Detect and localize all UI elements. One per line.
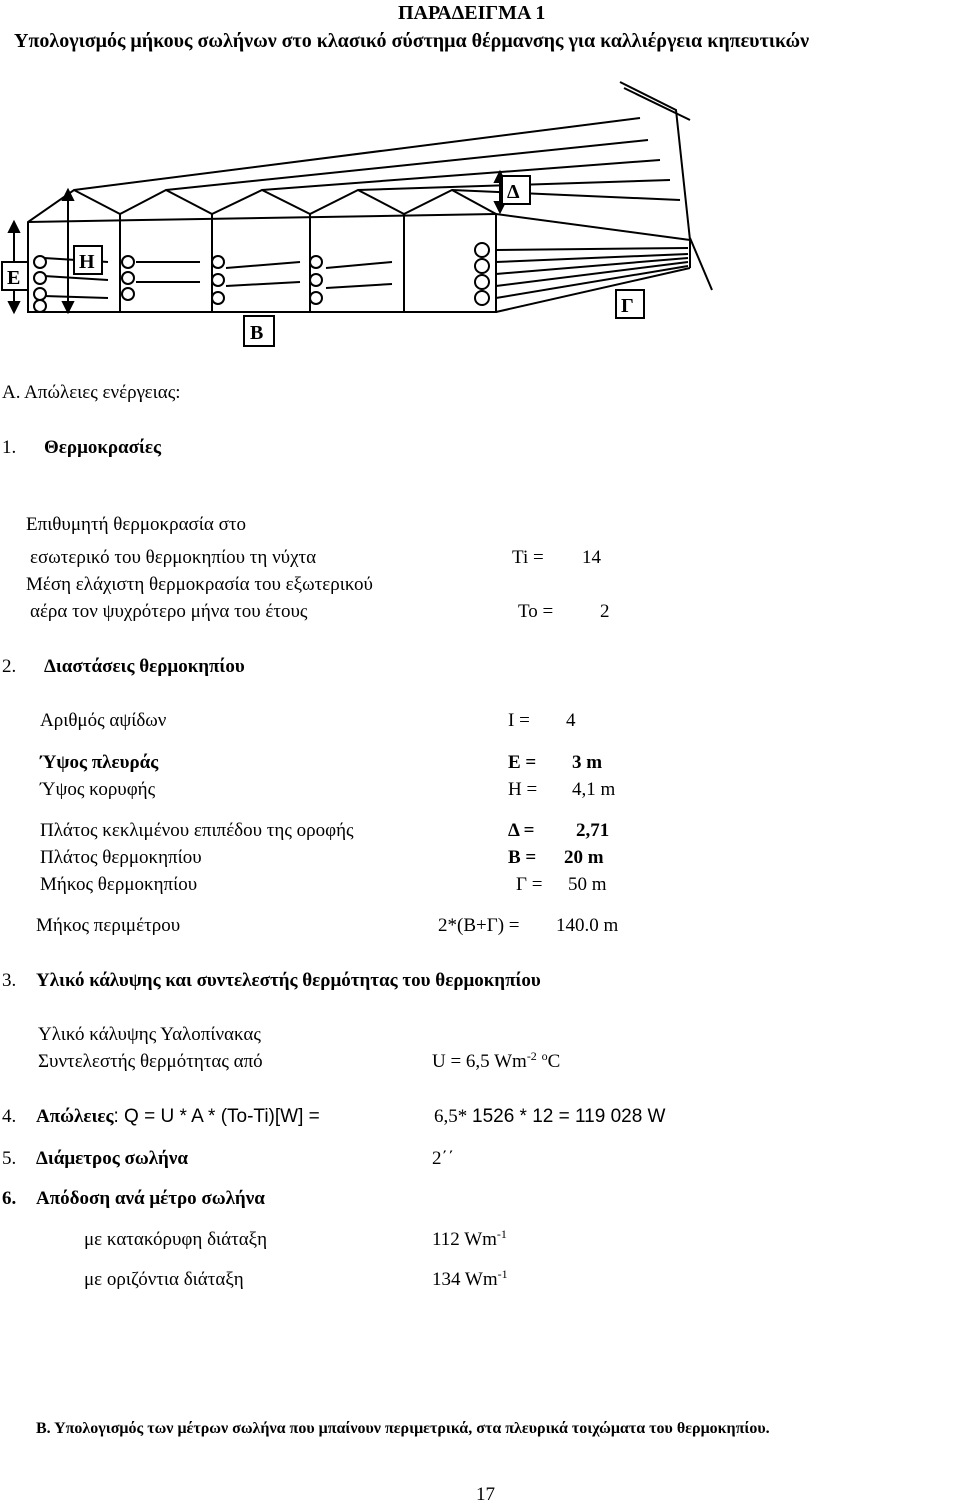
vertical-label: με κατακόρυφη διάταξη (84, 1229, 268, 1250)
s5-value: 2΄΄ (432, 1148, 455, 1169)
s4-line: Απώλειες: Q = U * A * (To-Ti)[W] = (36, 1106, 320, 1127)
s6-title: Απόδοση ανά μέτρο σωλήνα (36, 1188, 265, 1209)
ridge-line (262, 160, 660, 190)
page-number: 17 (476, 1484, 495, 1505)
label-g: Γ (621, 295, 634, 317)
dim-symbol: Η = (508, 779, 538, 800)
s5-num: 5. (2, 1148, 17, 1169)
s2-num: 2. (2, 656, 17, 677)
ti-label: Ti = (512, 547, 544, 568)
dim-value: 140.0 m (556, 915, 619, 936)
horizontal-value: 134 $Wm^{-1}$ (432, 1267, 508, 1290)
dim-label: Ύψος κορυφής (40, 779, 156, 800)
s1-line1: Επιθυμητή θερμοκρασία στο (26, 514, 246, 535)
dim-value: 4,1 m (572, 779, 616, 800)
dim-symbol: Δ = (508, 820, 535, 841)
page-subtitle: Υπολογισμός μήκους σωλήνων στο κλασικό σύστημα θέρμανσης για καλλιέργεια κηπευτικών (14, 30, 810, 52)
dim-value: 4 (566, 710, 576, 731)
s1-title: Θερμοκρασίες (44, 437, 162, 458)
s1-line2: εσωτερικό του θερμοκηπίου τη νύχτα (30, 547, 317, 568)
s4-result: 6,5* 1526 * 12 = 119 028 W (434, 1106, 666, 1127)
coef-label: Συντελεστής θερμότητας από (38, 1051, 263, 1072)
dim-symbol: I = (508, 710, 530, 731)
dim-value: 50 m (568, 874, 607, 895)
dim-symbol: Γ = (516, 874, 543, 895)
s3-title: Υλικό κάλυψης και συντελεστής θερμότητας του θερμοκηπίου (36, 970, 541, 991)
dim-label: Μήκος περιμέτρου (36, 915, 181, 936)
dim-label: Πλάτος θερμοκηπίου (40, 847, 202, 868)
s1-num: 1. (2, 437, 17, 458)
material: Υλικό κάλυψης Υαλοπίνακας (38, 1024, 261, 1045)
s5-title: Διάμετρος σωλήνα (36, 1148, 188, 1169)
dim-label: Ύψος πλευράς (40, 752, 159, 773)
horizontal-label: με οριζόντια διάταξη (84, 1269, 244, 1290)
ti-value: 14 (582, 547, 601, 568)
s1-line3: Μέση ελάχιστη θερμοκρασία του εξωτερικού (26, 574, 373, 595)
label-b: Β (250, 322, 264, 344)
s6-num: 6. (2, 1188, 17, 1209)
to-label: To = (518, 601, 554, 622)
label-h: Η (79, 251, 95, 273)
dim-label: Αριθμός αψίδων (40, 710, 167, 731)
s3-num: 3. (2, 970, 17, 991)
dim-symbol: 2*(Β+Γ) = (438, 915, 520, 936)
page-title: ΠΑΡΑΔΕΙΓΜΑ 1 (398, 2, 546, 24)
s2-title: Διαστάσεις θερμοκηπίου (44, 656, 245, 677)
ridge-line (452, 190, 680, 200)
section-a-heading: Α. Απώλειες ενέργειας: (2, 382, 181, 403)
section-b-heading: Β. Υπολογισμός των μέτρων σωλήνα που μπαίνουν περιμετρικά, στα πλευρικά τοιχώματα του θερμοκηπίου. (36, 1420, 770, 1437)
label-d: Δ (507, 181, 520, 203)
greenhouse-diagram (0, 0, 960, 370)
label-e: Ε (7, 267, 21, 289)
dim-symbol: Ε = (508, 752, 537, 773)
dim-label: Μήκος θερμοκηπίου (40, 874, 198, 895)
to-value: 2 (600, 601, 610, 622)
s4-num: 4. (2, 1106, 17, 1127)
dim-label: Πλάτος κεκλιμένου επιπέδου της οροφής (40, 820, 354, 841)
u-value: U = 6,5 $Wm^{-2}$ $^o$C (432, 1049, 561, 1072)
dim-value: 2,71 (576, 820, 610, 841)
vertical-value: 112 $Wm^{-1}$ (432, 1227, 507, 1250)
dim-value: 3 m (572, 752, 603, 773)
ridge-line (74, 118, 640, 190)
dim-symbol: Β = (508, 847, 537, 868)
dim-value: 20 m (564, 847, 604, 868)
s1-line4: αέρα τον ψυχρότερο μήνα του έτους (30, 601, 308, 622)
